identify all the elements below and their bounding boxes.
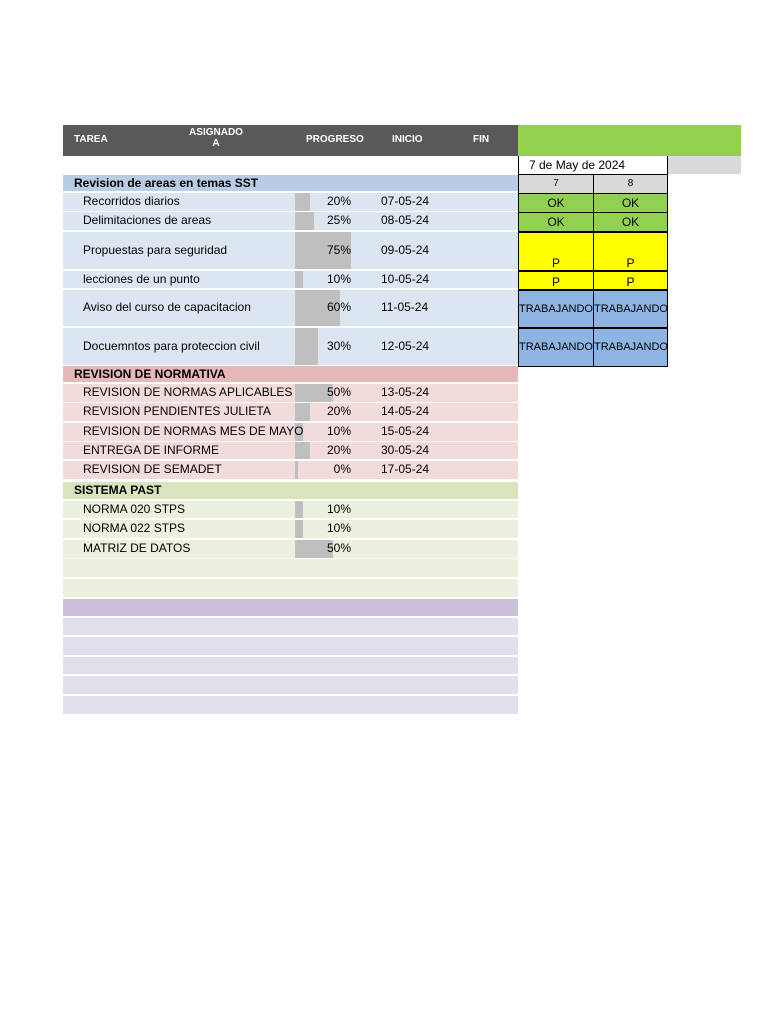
task-name: REVISION DE NORMAS APLICABLES — [83, 385, 293, 399]
task-row — [63, 328, 518, 367]
task-name: NORMA 020 STPS — [83, 502, 186, 516]
task-progress: 30% — [326, 339, 351, 353]
task-progress: 20% — [326, 194, 351, 208]
section-header — [63, 482, 518, 501]
col-asignado — [186, 127, 246, 149]
task-name: REVISION DE SEMADET — [83, 462, 222, 476]
task-progress: 10% — [326, 272, 351, 286]
task-row — [63, 442, 518, 461]
day-status-cell: P — [593, 232, 668, 271]
task-start-date: 13-05-24 — [381, 385, 430, 399]
task-start-date: 12-05-24 — [381, 339, 430, 353]
col-asignado-line2: A — [212, 138, 220, 149]
task-name: Aviso del curso de capacitacion — [83, 300, 251, 314]
task-name: Delimitaciones de areas — [83, 213, 212, 227]
day-number: 7 — [518, 174, 594, 194]
task-row — [63, 520, 518, 540]
section-header — [63, 175, 518, 193]
col-progreso: PROGRESO — [306, 134, 364, 145]
task-row — [63, 579, 518, 599]
col-tarea: TAREA — [74, 134, 108, 145]
task-name: lecciones de un punto — [83, 272, 200, 286]
timeline-date-extension — [668, 156, 741, 174]
task-name: Docuemntos para proteccion civil — [83, 339, 260, 353]
task-row — [63, 676, 518, 696]
task-start-date: 10-05-24 — [381, 272, 430, 286]
task-progress: 50% — [326, 541, 351, 555]
task-progress: 25% — [326, 213, 351, 227]
task-start-date: 17-05-24 — [381, 462, 430, 476]
task-row — [63, 461, 518, 481]
task-start-date: 07-05-24 — [381, 194, 430, 208]
task-row — [63, 657, 518, 676]
section-title: REVISION DE NORMATIVA — [74, 367, 226, 381]
task-name: MATRIZ DE DATOS — [83, 541, 191, 555]
section-title: SISTEMA PAST — [74, 483, 162, 497]
task-name: REVISION DE NORMAS MES DE MAYO — [83, 424, 304, 438]
col-fin: FIN — [473, 134, 490, 145]
task-row — [63, 232, 518, 271]
col-asignado-line1: ASIGNADO — [189, 127, 243, 138]
task-row — [63, 212, 518, 232]
task-row — [63, 618, 518, 637]
timeline-date: 7 de May de 2024 — [518, 156, 668, 174]
day-status-cell: OK — [593, 193, 668, 213]
task-progress: 20% — [326, 404, 351, 418]
day-status-cell: TRABAJANDO — [593, 328, 668, 367]
task-name: Propuestas para seguridad — [83, 243, 228, 257]
task-row — [63, 423, 518, 443]
task-row — [63, 501, 518, 520]
day-number: 8 — [593, 174, 668, 194]
table-header — [63, 125, 518, 156]
day-status-cell: TRABAJANDO — [518, 290, 594, 328]
task-row — [63, 540, 518, 560]
task-progress: 20% — [326, 443, 351, 457]
section-header — [63, 366, 518, 384]
task-row — [63, 403, 518, 423]
task-row — [63, 384, 518, 404]
col-inicio: INICIO — [392, 134, 423, 145]
day-status-cell: P — [593, 271, 668, 290]
task-row — [63, 559, 518, 579]
task-row — [63, 193, 518, 213]
task-row — [63, 271, 518, 290]
task-progress: 75% — [326, 243, 351, 257]
day-status-cell: OK — [518, 193, 594, 213]
day-status-cell: P — [518, 232, 594, 271]
task-progress: 50% — [326, 385, 351, 399]
day-status-cell: OK — [518, 212, 594, 232]
task-progress: 60% — [326, 300, 351, 314]
task-name: REVISION PENDIENTES JULIETA — [83, 404, 271, 418]
day-status-cell: OK — [593, 212, 668, 232]
task-start-date: 30-05-24 — [381, 443, 430, 457]
task-row — [63, 696, 518, 716]
section-header — [63, 599, 518, 618]
task-progress: 10% — [326, 502, 351, 516]
task-start-date: 14-05-24 — [381, 404, 430, 418]
timeline-header-bar — [518, 125, 741, 156]
task-name: Recorridos diarios — [83, 194, 180, 208]
task-start-date: 08-05-24 — [381, 213, 430, 227]
task-progress: 10% — [326, 424, 351, 438]
section-title: Revision de areas en temas SST — [74, 176, 259, 190]
task-progress: 0% — [333, 462, 351, 476]
task-name: NORMA 022 STPS — [83, 521, 186, 535]
task-row — [63, 290, 518, 328]
task-progress: 10% — [326, 521, 351, 535]
task-row — [63, 637, 518, 657]
task-name: ENTREGA DE INFORME — [83, 443, 220, 457]
task-start-date: 15-05-24 — [381, 424, 430, 438]
task-start-date: 09-05-24 — [381, 243, 430, 257]
day-status-cell: TRABAJANDO — [518, 328, 594, 367]
task-start-date: 11-05-24 — [381, 300, 429, 314]
day-status-cell: P — [518, 271, 594, 290]
day-status-cell: TRABAJANDO — [593, 290, 668, 328]
